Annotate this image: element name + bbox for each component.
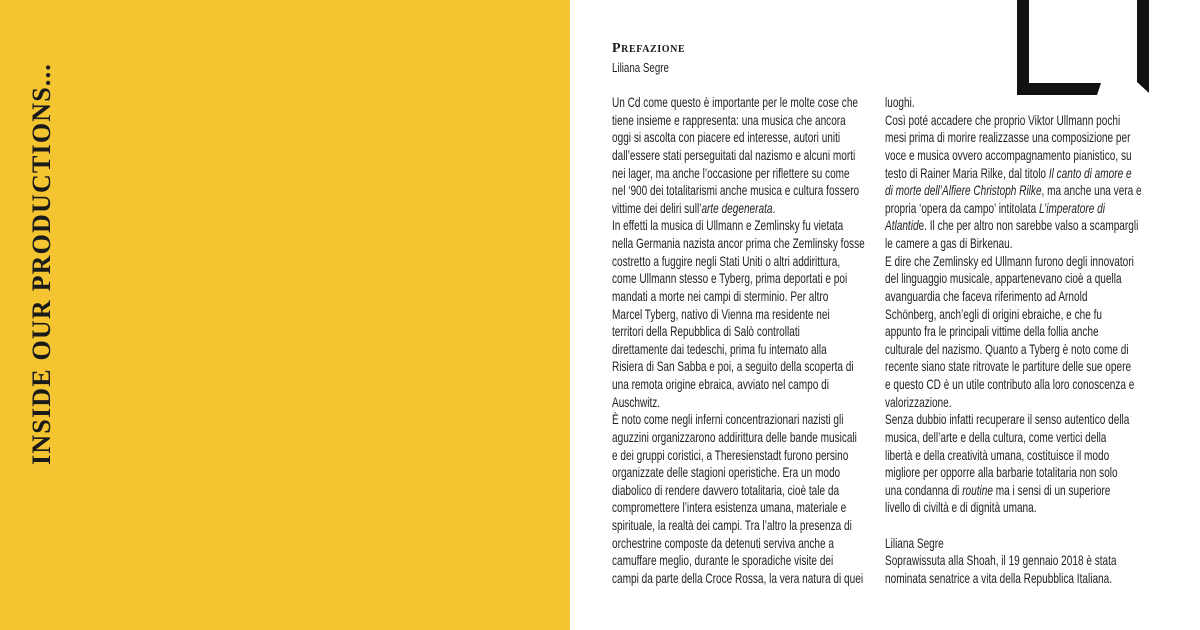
text-segment: recente siano state ritrovate le partiture delle sue opere: [885, 359, 1132, 375]
text-segment: Così poté accadere che proprio Viktor Ullmann pochi: [885, 112, 1121, 128]
text-line: [885, 429, 1151, 447]
side-title: INSIDE OUR PRODUCTIONS...: [27, 63, 56, 465]
text-segment: Schönberg, anch’egli di origini ebraiche, e che fu: [885, 306, 1102, 322]
text-line: [885, 376, 1151, 394]
text-segment: propria ‘opera da campo’ intitolata: [885, 200, 1039, 216]
text-segment: costretto a fuggire negli Stati Uniti o altri addirittura,: [612, 253, 841, 269]
text-line: [612, 323, 878, 341]
text-segment: dall’essere stati perseguitati dal nazismo e alcuni morti: [612, 147, 856, 163]
text-segment: appunto fra le principali vittime della follia anche: [885, 324, 1099, 340]
text-segment: campi da parte della Croce Rossa, la vera natura di quei: [612, 570, 864, 586]
text-line: [885, 570, 1151, 588]
text-line: [612, 306, 878, 324]
text-line: [885, 464, 1151, 482]
text-line: [612, 129, 878, 147]
text-line: [885, 499, 1151, 517]
text-line: [612, 253, 878, 271]
text-column-1: [612, 94, 878, 588]
text-line: [885, 253, 1151, 271]
text-line: [612, 482, 878, 500]
text-segment: le camere a gas di Birkenau.: [885, 236, 1013, 251]
text-segment: nella Germania nazista ancor prima che Zemlinsky fosse: [612, 236, 865, 251]
text-column-2: [885, 94, 1151, 588]
text-line: [612, 182, 878, 200]
text-segment: , ma anche una vera e: [1041, 183, 1142, 199]
text-line: [612, 570, 878, 588]
text-line: [885, 447, 1151, 465]
italic-text: Il canto di amore e: [1048, 165, 1132, 181]
text-line: [885, 94, 1151, 112]
text-segment: E dire che Zemlinsky ed Ullmann furono degli innovatori: [885, 253, 1134, 269]
italic-text: Atlantid: [885, 218, 919, 234]
text-line: [612, 341, 878, 359]
text-segment: direttamente dai tedeschi, prima fu internato alla: [612, 341, 827, 357]
text-segment: valorizzazione.: [885, 394, 952, 410]
text-segment: nel ‘900 dei totalitarismi anche musica e cultura fossero: [612, 183, 860, 199]
text-line: [885, 112, 1151, 130]
text-segment: Marcel Tyberg, nativo di Vienna ma residente nei: [612, 306, 830, 322]
text-segment: camuffare meglio, durante le sporadiche visite dei: [612, 553, 834, 569]
text-line: [885, 182, 1151, 200]
text-line: [885, 288, 1151, 306]
text-line: [885, 165, 1151, 183]
text-line: [612, 411, 878, 429]
text-segment: testo di Rainer Maria Rilke, dal titolo: [885, 165, 1049, 181]
text-line: [612, 517, 878, 535]
text-segment: musica, dell’arte e della cultura, come vertici della: [885, 429, 1107, 445]
text-line: [612, 552, 878, 570]
italic-text: arte degenerata: [701, 200, 773, 216]
text-line: [612, 165, 878, 183]
text-line: [612, 376, 878, 394]
text-line: [612, 447, 878, 465]
text-segment: Soprawissuta alla Shoah, il 19 gennaio 2018 è stata: [885, 553, 1117, 569]
text-segment: compromettere l’intera esistenza umana, materiale e: [612, 500, 847, 516]
text-line: [885, 200, 1151, 218]
text-segment: oggi si ascolta con piacere ed interesse, autori uniti: [612, 130, 841, 146]
text-line: [612, 429, 878, 447]
text-line: [885, 535, 1151, 553]
text-segment: tiene insieme e rappresenta: una musica che ancora: [612, 112, 846, 128]
text-line: [885, 552, 1151, 570]
text-line: [885, 270, 1151, 288]
text-segment: e questo CD è un utile contributo alla loro conoscenza e: [885, 377, 1135, 392]
text-line: [885, 411, 1151, 429]
text-line: [885, 341, 1151, 359]
text-line: [612, 394, 878, 412]
text-segment: nei lager, ma anche l’occasione per riflettere su come: [612, 165, 850, 181]
article-author: Liliana Segre: [612, 61, 669, 75]
text-segment: È noto come negli inferni concentrazionari nazisti gli: [612, 412, 844, 428]
text-segment: libertà e della creatività umana, costituisce il modo: [885, 447, 1110, 463]
text-segment: mesi prima di morire realizzasse una composizione per: [885, 130, 1131, 146]
text-line: [612, 288, 878, 306]
text-segment: del linguaggio musicale, appartenevano cioè a quella: [885, 271, 1122, 287]
text-line: [612, 217, 878, 235]
text-segment: orchestrine composte da detenuti serviva anche a: [612, 535, 834, 551]
text-line: [885, 217, 1151, 235]
text-segment: una condanna di: [885, 482, 963, 498]
text-segment: spirituale, la realtà dei campi. Tra l’altro la presenza di: [612, 518, 852, 533]
text-line: [885, 235, 1151, 253]
article-heading: Prefazione: [612, 41, 686, 56]
text-segment: Senza dubbio infatti recuperare il senso autentico della: [885, 412, 1130, 428]
text-segment: Auschwitz.: [612, 394, 661, 410]
text-segment: territori della Repubblica di Salò controllati: [612, 324, 800, 340]
text-segment: nominata senatrice a vita della Repubblica Italiana.: [885, 570, 1113, 586]
text-line: [612, 235, 878, 253]
text-line: [612, 464, 878, 482]
text-segment: migliore per opporre alla barbarie totalitaria non solo: [885, 465, 1118, 481]
text-segment: vittime dei deliri sull’: [612, 200, 702, 216]
text-line: [885, 517, 1151, 535]
text-segment: una remota origine ebraica, avviato nel campo di: [612, 377, 829, 392]
yellow-side-panel: [0, 0, 570, 630]
text-line: [885, 323, 1151, 341]
text-line: [885, 482, 1151, 500]
italic-text: L’imperatore di: [1038, 200, 1105, 216]
text-segment: Risiera di San Sabba e poi, a seguito della scoperta di: [612, 359, 854, 375]
text-segment: aguzzini organizzarono addirittura delle bande musicali: [612, 429, 857, 445]
text-line: [612, 499, 878, 517]
text-line: [612, 200, 878, 218]
text-line: [612, 535, 878, 553]
text-segment: .: [772, 200, 776, 216]
text-segment: livello di civiltà e di dignità umana.: [885, 500, 1037, 516]
text-segment: come Ullmann stesso e Tyberg, prima deportati e poi: [612, 271, 848, 287]
text-segment: Liliana Segre: [885, 535, 944, 551]
text-segment: avanguardia che faceva riferimento ad Arnold: [885, 288, 1088, 304]
text-segment: luoghi.: [885, 95, 915, 110]
text-segment: e. Il che per altro non sarebbe valso a scampargli: [918, 218, 1139, 234]
text-line: [612, 270, 878, 288]
text-line: [885, 394, 1151, 412]
text-segment: organizzate delle stagioni operistiche. Era un modo: [612, 465, 841, 481]
text-line: [612, 112, 878, 130]
logo-bracket-icon: [1017, 0, 1152, 96]
italic-text: di morte dell’Alfiere Christoph Rilke: [885, 183, 1042, 199]
italic-text: routine: [962, 482, 993, 498]
text-line: [612, 147, 878, 165]
text-segment: Un Cd come questo è importante per le molte cose che: [612, 95, 859, 110]
text-segment: diabolico di rendere davvero totalitaria, cioè tale da: [612, 482, 840, 498]
text-segment: mandati a morte nei campi di sterminio. Per altro: [612, 288, 829, 304]
text-segment: ma i sensi di un superiore: [992, 482, 1111, 498]
text-line: [612, 94, 878, 112]
text-segment: e dei gruppi coristici, a Theresienstadt furono persino: [612, 447, 849, 463]
text-line: [885, 147, 1151, 165]
text-segment: voce e musica ovvero accompagnamento pianistico, su: [885, 147, 1132, 163]
text-line: [612, 358, 878, 376]
text-line: [885, 306, 1151, 324]
text-line: [885, 358, 1151, 376]
text-line: [885, 129, 1151, 147]
text-segment: In effetti la musica di Ullmann e Zemlinsky fu vietata: [612, 218, 844, 234]
text-segment: culturale del nazismo. Quanto a Tyberg è noto come di: [885, 341, 1129, 357]
